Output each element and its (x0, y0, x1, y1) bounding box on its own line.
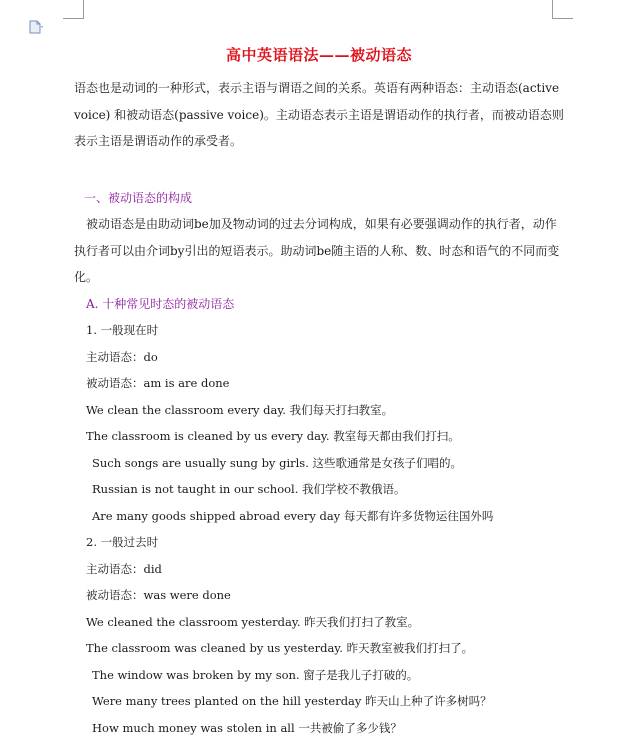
list-item: The window was broken by my son. 窗子是我儿子打破的。 (92, 662, 564, 689)
list-item: We clean the classroom every day. 我们每天打扫教室。 (86, 397, 564, 424)
list-item: 2. 一般过去时 (86, 529, 564, 556)
list-item: The classroom was cleaned by us yesterday. 昨天教室被我们打扫了。 (86, 635, 564, 662)
list-item: 被动语态：was were done (86, 582, 564, 609)
section-heading: 一、被动语态的构成 (84, 185, 564, 212)
list-item: Are many goods shipped abroad every day 每天都有许多货物运往国外吗 (92, 503, 564, 530)
document-page (74, 40, 564, 741)
list-item: 主动语态：do (86, 344, 564, 371)
list-item: We cleaned the classroom yesterday. 昨天我们打扫了教室。 (86, 609, 564, 636)
page-corner-mark-top-left (63, 0, 84, 19)
list-item: 主动语态：did (86, 556, 564, 583)
page-corner-mark-top-right (552, 0, 573, 19)
list-item: The classroom is cleaned by us every day. 教室每天都由我们打扫。 (86, 423, 564, 450)
list-item: Russian is not taught in our school. 我们学校不教俄语。 (92, 476, 564, 503)
section-paragraph: 被动语态是由助动词be加及物动词的过去分词构成，如果有必要强调动作的执行者，动作执行者可以由介词by引出的短语表示。助动词be随主语的人称、数、时态和语气的不同而变化。 (74, 211, 564, 291)
section-subheading: A. 十种常见时态的被动语态 (86, 291, 564, 318)
intro-paragraph: 语态也是动词的一种形式，表示主语与谓语之间的关系。英语有两种语态：主动语态(active voice) 和被动语态(passive voice)。主动语态表示主语是谓语动作的执行者，而被动语态则表示主语是谓语动作的承受者。 (74, 75, 564, 155)
list-item: 1. 一般现在时 (86, 317, 564, 344)
list-item: 被动语态：am is are done (86, 370, 564, 397)
document-title: 高中英语语法——被动语态 (74, 44, 564, 65)
list-item: How much money was stolen in all 一共被偷了多少钱？ (92, 715, 564, 741)
list-item: Were many trees planted on the hill yesterday 昨天山上种了许多树吗？ (92, 688, 564, 715)
document-icon[interactable] (29, 20, 45, 34)
list-item: Such songs are usually sung by girls. 这些歌通常是女孩子们唱的。 (92, 450, 564, 477)
example-list (74, 317, 564, 741)
